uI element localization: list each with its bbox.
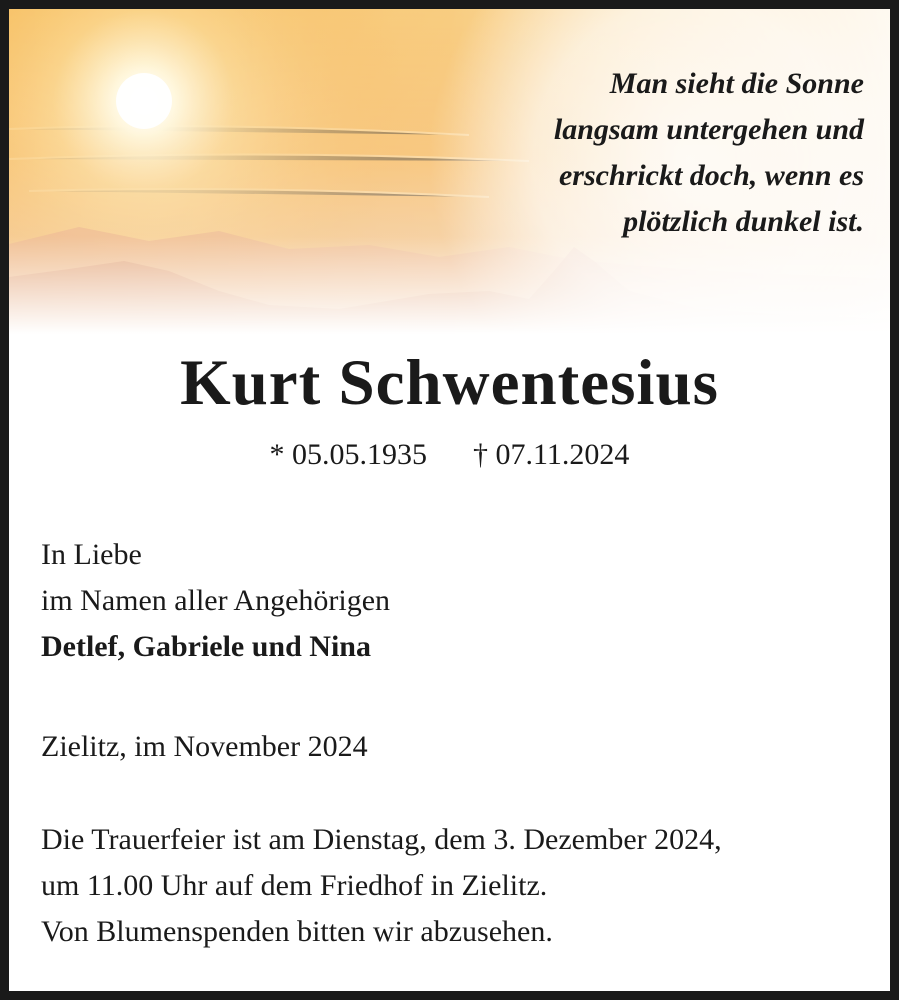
quote-line: plötzlich dunkel ist. [623, 205, 864, 238]
mourners-line: im Namen aller Angehörigen [41, 584, 391, 617]
deceased-name: Kurt Schwentesius [180, 347, 719, 419]
place-date: Zielitz, im November 2024 [41, 730, 368, 763]
mourners-names: Detlef, Gabriele und Nina [41, 630, 371, 663]
quote-line: Man sieht die Sonne [609, 67, 864, 100]
mourners-block [41, 532, 390, 670]
ceremony-line: Die Trauerfeier ist am Dienstag, dem 3. Dezember 2024, [41, 823, 722, 856]
quote-line: erschrickt doch, wenn es [558, 159, 864, 192]
memorial-quote [444, 61, 864, 245]
quote-line: langsam untergehen und [553, 113, 864, 146]
ceremony-line: um 11.00 Uhr auf dem Friedhof in Zielitz. [41, 869, 548, 902]
ceremony-block [41, 817, 722, 955]
life-dates [9, 433, 890, 477]
mourners-line: In Liebe [41, 538, 142, 571]
death-date: † 07.11.2024 [473, 438, 630, 471]
birth-date: * 05.05.1935 [269, 438, 428, 471]
ceremony-line: Von Blumenspenden bitten wir abzusehen. [41, 915, 553, 948]
